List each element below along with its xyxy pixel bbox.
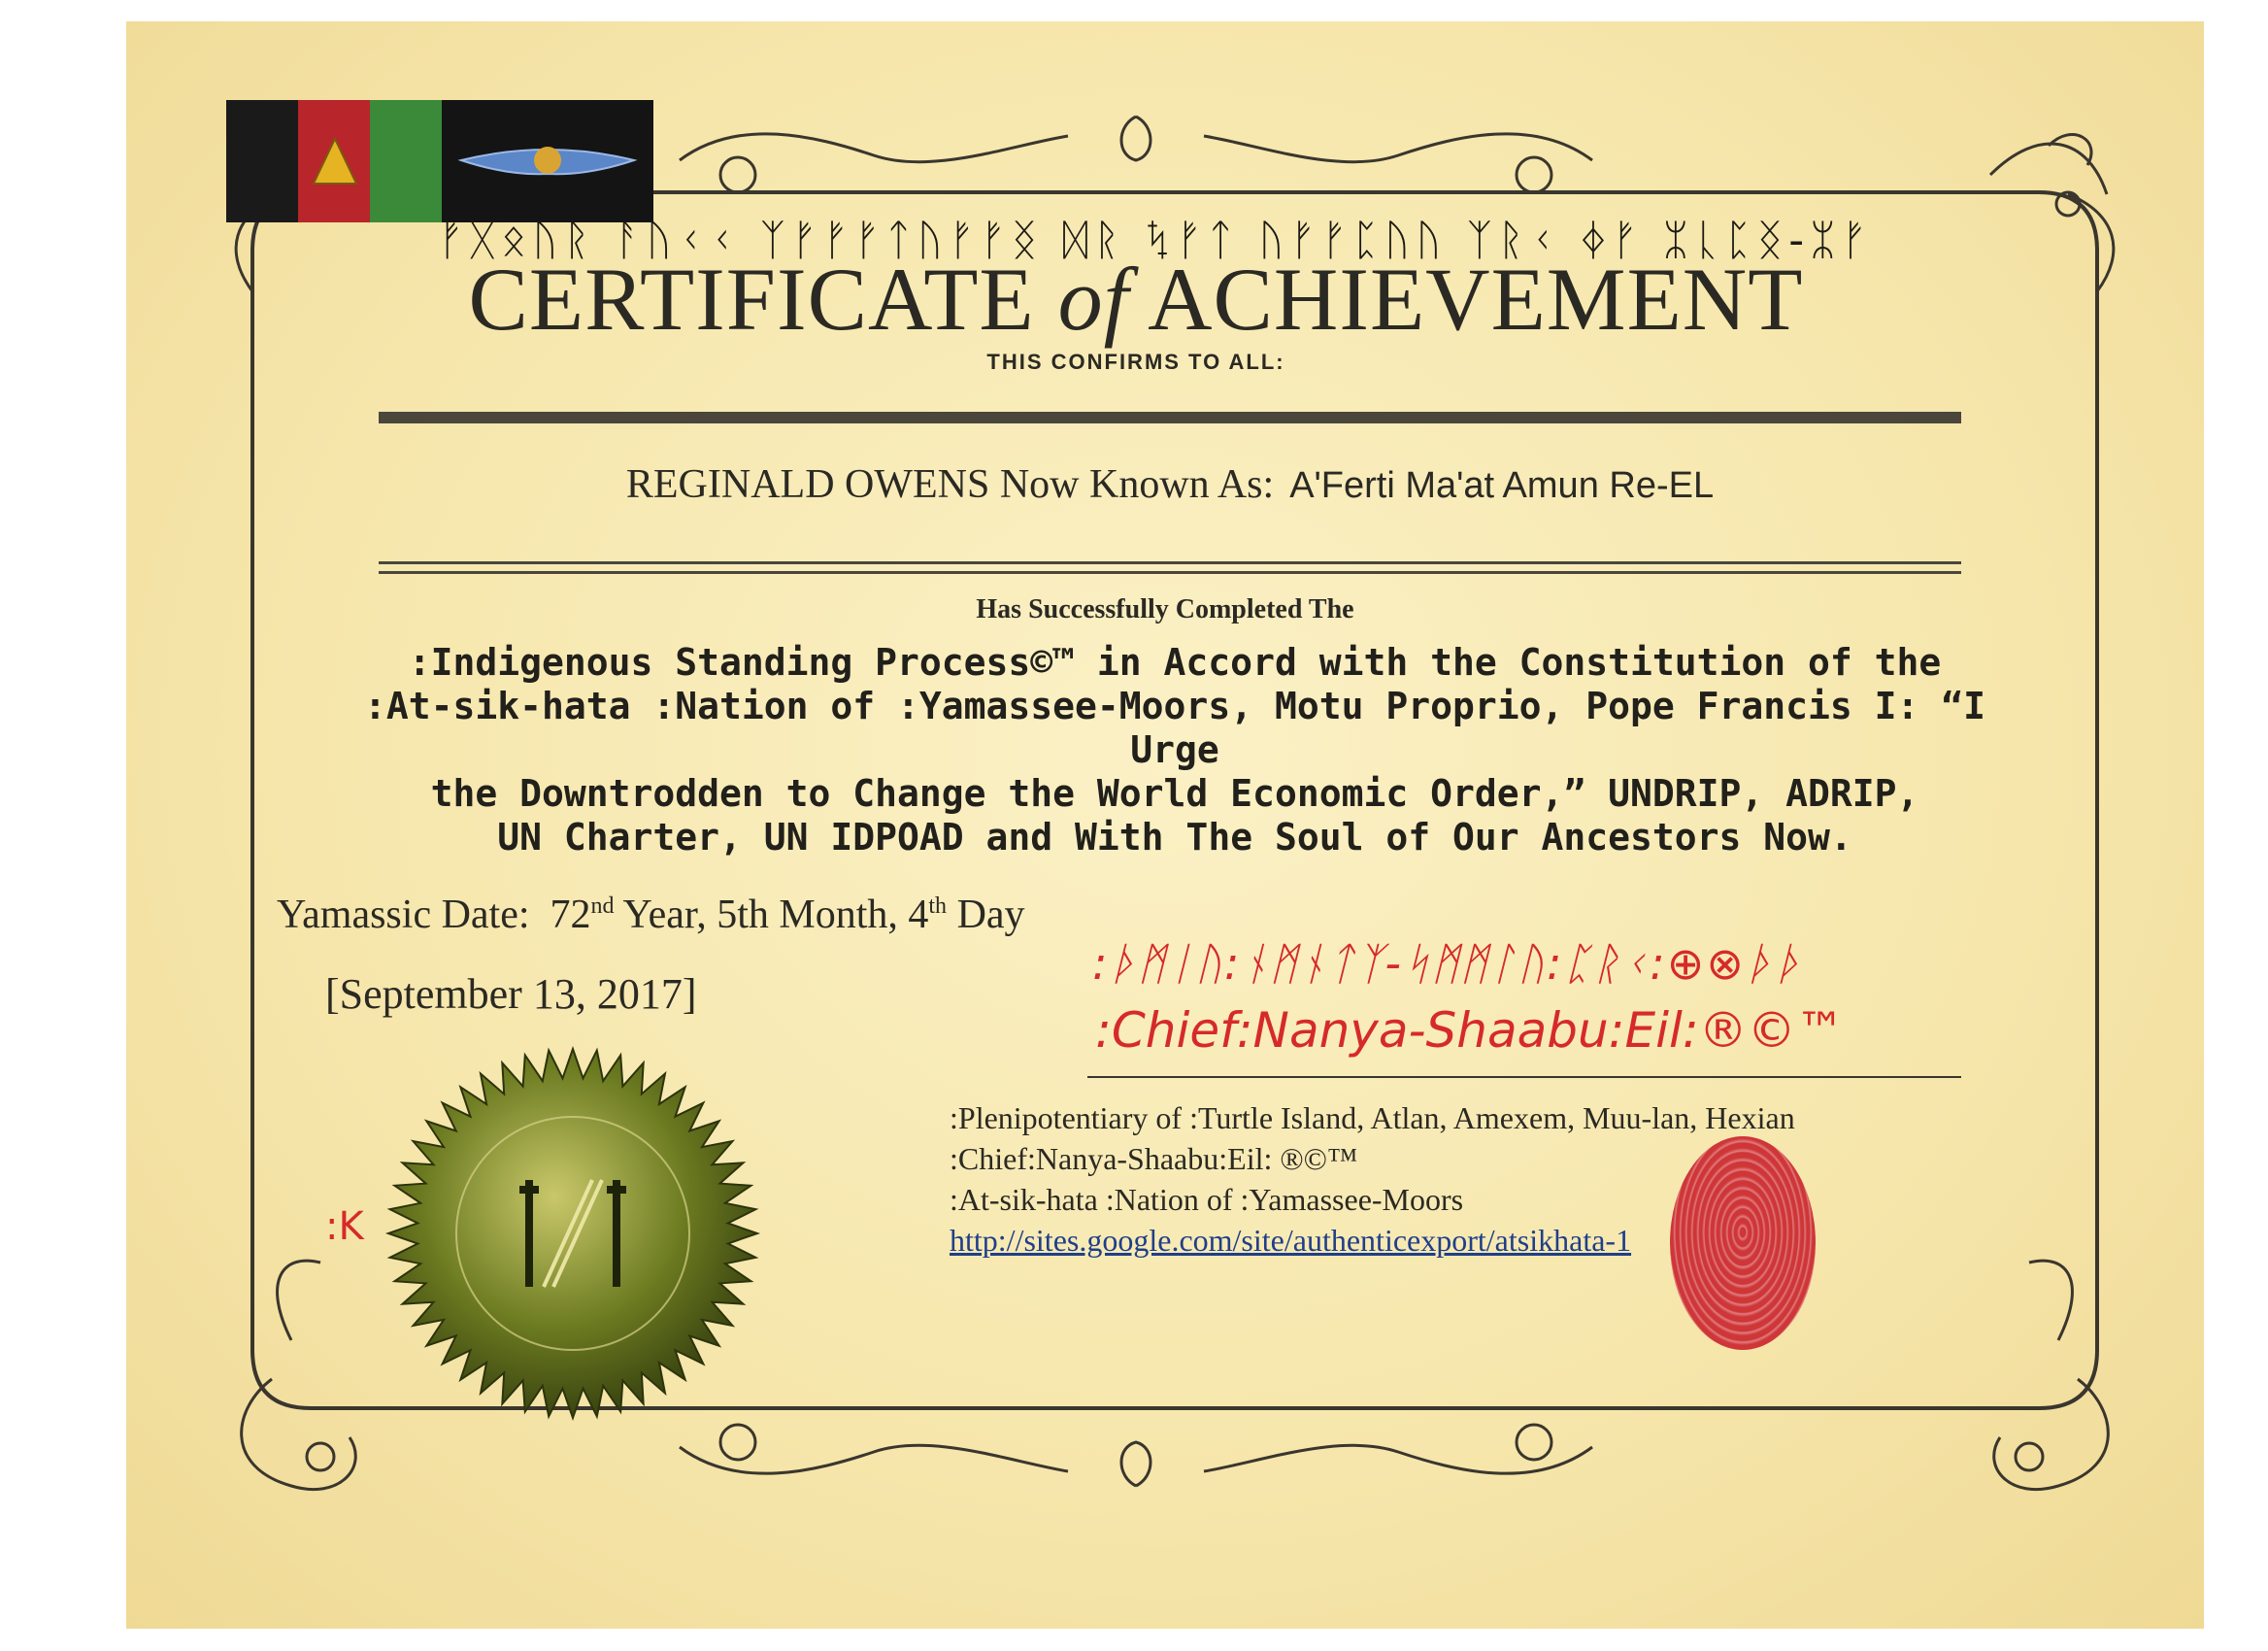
winged-disk-emblem — [442, 100, 653, 222]
date-day-word: Day — [956, 893, 1025, 937]
flag-emblem-icon — [310, 135, 360, 189]
signatory-name: :Chief:Nanya-Shaabu:Eil: ®©™ — [950, 1141, 1358, 1176]
thumbprint — [1670, 1136, 1816, 1350]
recipient-legal-name: REGINALD OWENS Now Known As: — [625, 462, 1275, 507]
title-of: of — [1057, 250, 1130, 349]
confirms-subtitle: THIS CONFIRMS TO ALL: — [986, 350, 1285, 374]
description-line: the Downtrodden to Change the World Economic Order,” UNDRIP, ADRIP, — [430, 772, 1919, 815]
date-month-day: Year, 5th Month, 4 — [622, 893, 929, 937]
signature-line — [1087, 1076, 1961, 1078]
tricolor-flag — [226, 100, 442, 222]
title-text-1: CERTIFICATE — [468, 250, 1058, 349]
signatory-info — [950, 1097, 1795, 1261]
description-line: :Indigenous Standing Process©™ in Accord with the Constitution of the — [408, 641, 1942, 684]
signatory-nation: :At-sik-hata :Nation of :Yamassee-Moors — [950, 1182, 1464, 1217]
handwritten-signature: :Chief:Nanya-Shaabu:Eil:®©™ — [1095, 1002, 1845, 1059]
description-line: :At-sik-hata :Nation of :Yamassee-Moors, Motu Proprio, Pope Francis I: “I Urge — [363, 685, 1986, 771]
completed-label: Has Successfully Completed The — [976, 594, 1354, 624]
date-label: Yamassic Date: — [277, 893, 530, 937]
gregorian-date: [September 13, 2017] — [325, 970, 697, 1018]
handwritten-script-signature: :ᚦᛗᛁᚢ:ᚾᛗᚾᛏᛉ-ᛋᛗᛗᛚᚢ:ᛈᚱᚲ:⊕⊗ᚦᚦ — [1092, 937, 1804, 990]
signatory-title: :Plenipotentiary of :Turtle Island, Atlan, Amexem, Muu-lan, Hexian — [950, 1100, 1795, 1135]
yamassic-date — [277, 892, 1025, 938]
gold-seal — [384, 1044, 762, 1423]
date-day-suffix: th — [928, 893, 948, 919]
date-year-suffix: nd — [590, 893, 615, 919]
achievement-description — [311, 641, 2039, 859]
title-text-2: ACHIEVEMENT — [1129, 250, 1804, 349]
description-line: UN Charter, UN IDPOAD and With The Soul of Our Ancestors Now. — [497, 816, 1852, 859]
certificate-title — [252, 248, 2019, 351]
tifinagh-header: ᚠᚷᛟᚢᚱ ᚨᚢᚲᚲ ᛉᚠᚠᚠᛏᚢᚠᚠᛝ ᛞᚱ ᛪᚠᛏ ᚢᚠᚠᛈᚢᚢ ᛉᚱᚲ ᛄᚠ ᛯᚳᛈᛝ-ᛯᚠ — [438, 216, 1873, 265]
website-link[interactable]: http://sites.google.com/site/authenticexport/atsikhata-1 — [950, 1223, 1632, 1258]
recipient-alias: A'Ferti Ma'at Amun Re-EL — [1289, 465, 1715, 506]
date-year: 72 — [550, 893, 591, 937]
recipient-name — [379, 461, 1961, 508]
seal-handwritten-mark: :K — [325, 1204, 364, 1249]
winged-sun-icon — [442, 100, 653, 222]
